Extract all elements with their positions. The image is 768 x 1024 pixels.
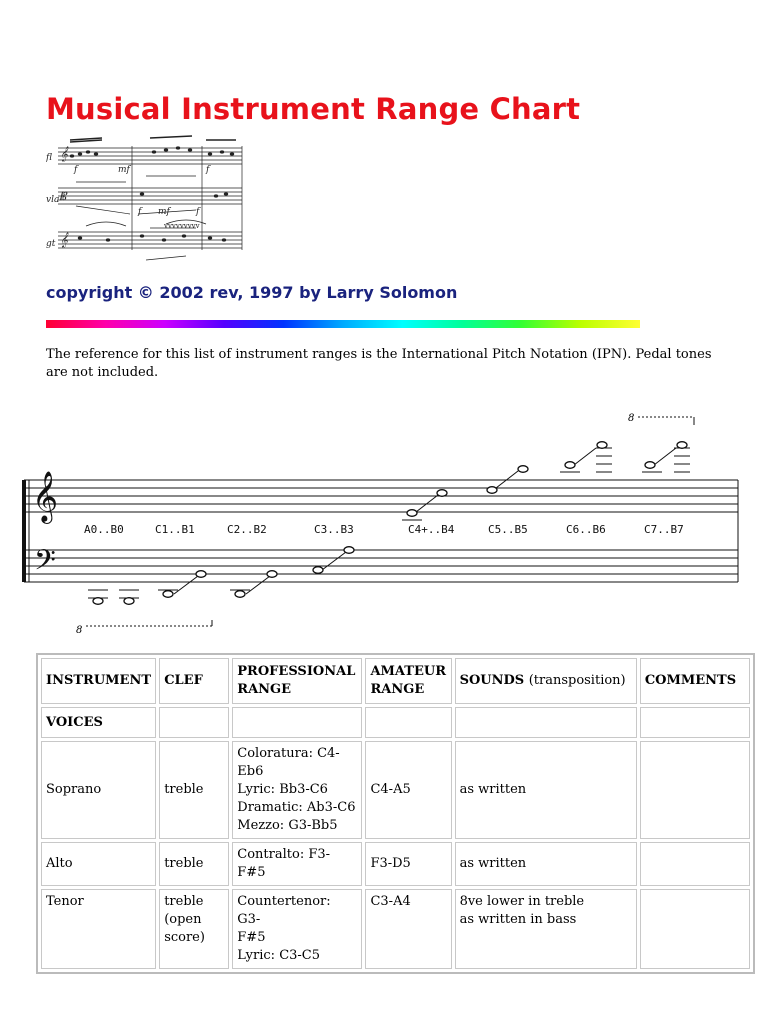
svg-text:mf: mf	[158, 207, 170, 217]
header-clef: CLEF	[159, 658, 229, 704]
table-row	[41, 741, 750, 839]
intro-paragraph: The reference for this list of instrument ranges is the International Pitch Notation (IPN). Pedal tones are not included.	[46, 347, 712, 380]
octave-label: C6..B6	[566, 523, 606, 536]
svg-text:f: f	[196, 207, 200, 217]
svg-text:fl: fl	[46, 153, 53, 163]
header-instrument: INSTRUMENT	[41, 658, 156, 704]
cell-comments	[640, 889, 750, 969]
cell-professional-range: Contralto: F3-F#5	[232, 842, 362, 886]
octave-label: C3..B3	[314, 523, 354, 536]
octave-label: C4+..B4	[408, 523, 455, 536]
svg-text:f: f	[138, 207, 142, 217]
header-professional-range: PROFESSIONAL RANGE	[232, 658, 362, 704]
header-sounds-label: SOUNDS	[459, 673, 525, 688]
table-header-row	[41, 658, 750, 704]
cell-instrument: Soprano	[41, 741, 156, 839]
ottava-alta-mark: 8	[628, 413, 635, 424]
header-sounds	[455, 658, 637, 704]
ottava-bassa-mark: 8	[76, 625, 83, 636]
treble-clef-icon: 𝄞	[32, 471, 59, 522]
octave-label: A0..B0	[84, 523, 124, 536]
cell-clef: treble (open score)	[159, 889, 229, 969]
cell-instrument: Tenor	[41, 889, 156, 969]
svg-text:gt: gt	[46, 239, 56, 249]
cell-amateur-range: C4-A5	[365, 741, 451, 839]
copyright-notice: copyright © 2002 rev, 1997 by Larry Solomon	[46, 283, 458, 302]
section-label: VOICES	[41, 707, 156, 738]
svg-text:vla: vla	[46, 195, 60, 205]
bass-clef-icon: 𝄢	[34, 544, 56, 584]
svg-text:𝄞: 𝄞	[60, 233, 68, 248]
cell-sounds: as written	[455, 842, 637, 886]
svg-text:f: f	[74, 165, 78, 175]
svg-text:𝄡: 𝄡	[60, 190, 67, 203]
octave-label: C1..B1	[155, 523, 195, 536]
svg-text:vvvvvvvvv: vvvvvvvvv	[164, 222, 200, 230]
cell-sounds: 8ve lower in treble as written in bass	[455, 889, 637, 969]
cell-comments	[640, 842, 750, 886]
svg-text:f: f	[206, 165, 210, 175]
cell-amateur-range: F3-D5	[365, 842, 451, 886]
header-comments: COMMENTS	[640, 658, 750, 704]
score-excerpt-image	[46, 132, 246, 264]
svg-text:mf: mf	[118, 165, 130, 175]
cell-comments	[640, 741, 750, 839]
cell-amateur-range: C3-A4	[365, 889, 451, 969]
octave-label: C5..B5	[488, 523, 528, 536]
section-row	[41, 707, 750, 738]
instrument-range-table	[36, 653, 755, 974]
cell-clef: treble	[159, 741, 229, 839]
table-row	[41, 842, 750, 886]
cell-sounds: as written	[455, 741, 637, 839]
cell-instrument: Alto	[41, 842, 156, 886]
octave-range-staff	[18, 405, 758, 640]
cell-professional-range: Countertenor: G3- F#5 Lyric: C3-C5	[232, 889, 362, 969]
cell-professional-range: Coloratura: C4-Eb6 Lyric: Bb3-C6 Dramatic: Ab3-C6 Mezzo: G3-Bb5	[232, 741, 362, 839]
svg-text:𝄞: 𝄞	[60, 147, 68, 162]
header-amateur-range: AMATEUR RANGE	[365, 658, 451, 704]
cell-clef: treble	[159, 842, 229, 886]
header-sounds-sub: (transposition)	[528, 673, 626, 688]
table-row	[41, 889, 750, 969]
rainbow-divider	[46, 320, 640, 328]
octave-label: C2..B2	[227, 523, 267, 536]
page-title: Musical Instrument Range Chart	[46, 92, 581, 126]
octave-label: C7..B7	[644, 523, 684, 536]
